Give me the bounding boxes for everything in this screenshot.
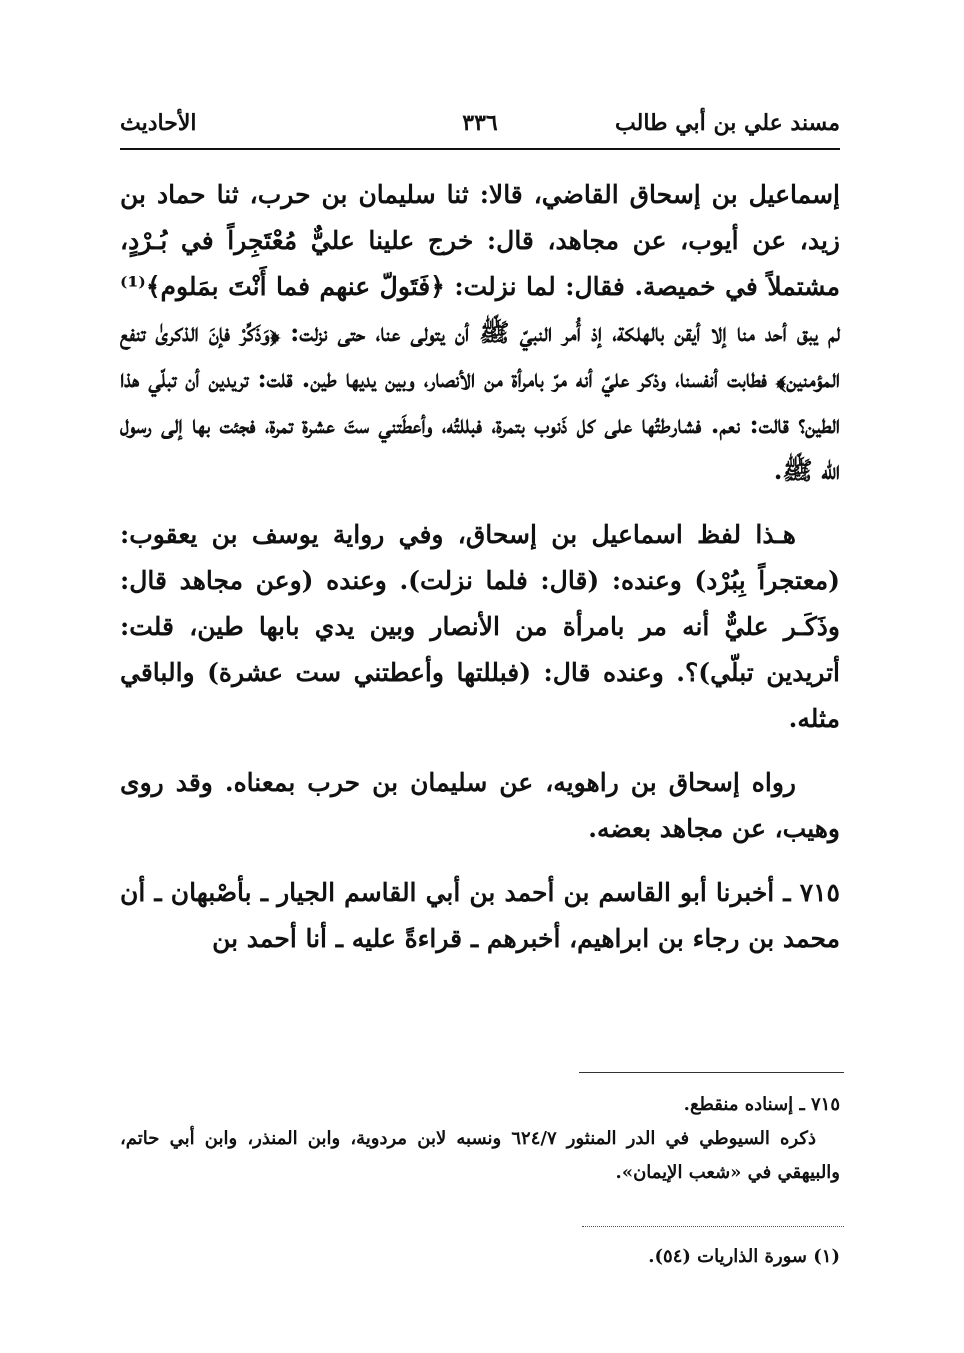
paragraph-hadith-715: ٧١٥ ـ أخبرنا أبو القاسم بن أحمد بن أبي القاسم الجيار ـ بأصْبهان ـ أن محمد بن رجاء بن ابراهيم، أخبرهم ـ قراءةً عليه ـ أنا أحمد بن <box>120 878 840 953</box>
page-number: ٣٣٦ <box>462 110 498 136</box>
footnote <box>120 1240 840 1274</box>
paragraph-variant-note: هـذا لفظ اسماعيل بن إسحاق، وفي رواية يوسف بن يعقوب: (معتجراً بِبُرْد) وعنده: (قال: فلما نزلت). وعنده (وعن مجاهد قال: وذَكَـر عليٌّ أنه مر بامرأة من الأنصار وبين يدي بابها طين، قلت: أتريدين تبلّي)؟. وعنده قال: (فبللتها وأعطتني ست عشرة) والباقي مثله. <box>120 520 840 733</box>
footnote-divider <box>582 1226 844 1227</box>
footnote-text: (١) سورة الذاريات (٥٤). <box>648 1246 840 1267</box>
note-takhrij: ذكره السيوطي في الدر المنثور ٦٢٤/٧ ونسبه لابن مردوية، وابن المنذر، وابن أبي حاتم، والبيهقي في «شعب الإيمان». <box>120 1128 840 1183</box>
paragraph-hadith-text: إسماعيل بن إسحاق القاضي، قالا: ثنا سليمان بن حرب، ثنا حماد بن زيد، عن أيوب، عن مجاهد، قال: خرج علينا عليٌّ مُعْتَجِراً في بُـرْدٍ، مشتملاً في خميصة. فقال: لما نزلت: ﴿فَتَولّ عنهم فما أَنْتَ بمَلوم﴾⁽¹⁾ لم يبق أحد منا إلا أيقن بالهلكة، إذ أُمر النبيّ ﷺ أن يتولى عنا، حتى نزلت: ﴿وَذَكِّرْ فإنَ الذكرىٰ تنفع المؤمنين﴾ فطابت أنفسنا، وذكر عليّ أنه مرّ بامرأة من الأنصار، وبين يديها طين. قلت: تريدين أن تبلّي هذا الطين؟ قالت: نعم. فشارطتُها على كل ذَنوب بتمرة، فبللتُه، وأعطَتني ستَ عشرة تمرة، فجئت بها إلى رسول الله ﷺ. <box>120 180 840 485</box>
book-title: مسند علي بن أبي طالب <box>615 110 840 136</box>
commentary-notes <box>120 1088 840 1190</box>
running-header <box>120 110 840 146</box>
main-text <box>120 172 840 962</box>
notes-divider <box>579 1072 844 1073</box>
section-title: الأحاديث <box>120 110 197 136</box>
header-divider <box>120 148 840 150</box>
note-isnad: ٧١٥ ـ إسناده منقطع. <box>683 1094 840 1115</box>
paragraph-narration-note: رواه إسحاق بن راهويه، عن سليمان بن حرب بمعناه. وقد روى وهيب، عن مجاهد بعضه. <box>120 768 840 843</box>
